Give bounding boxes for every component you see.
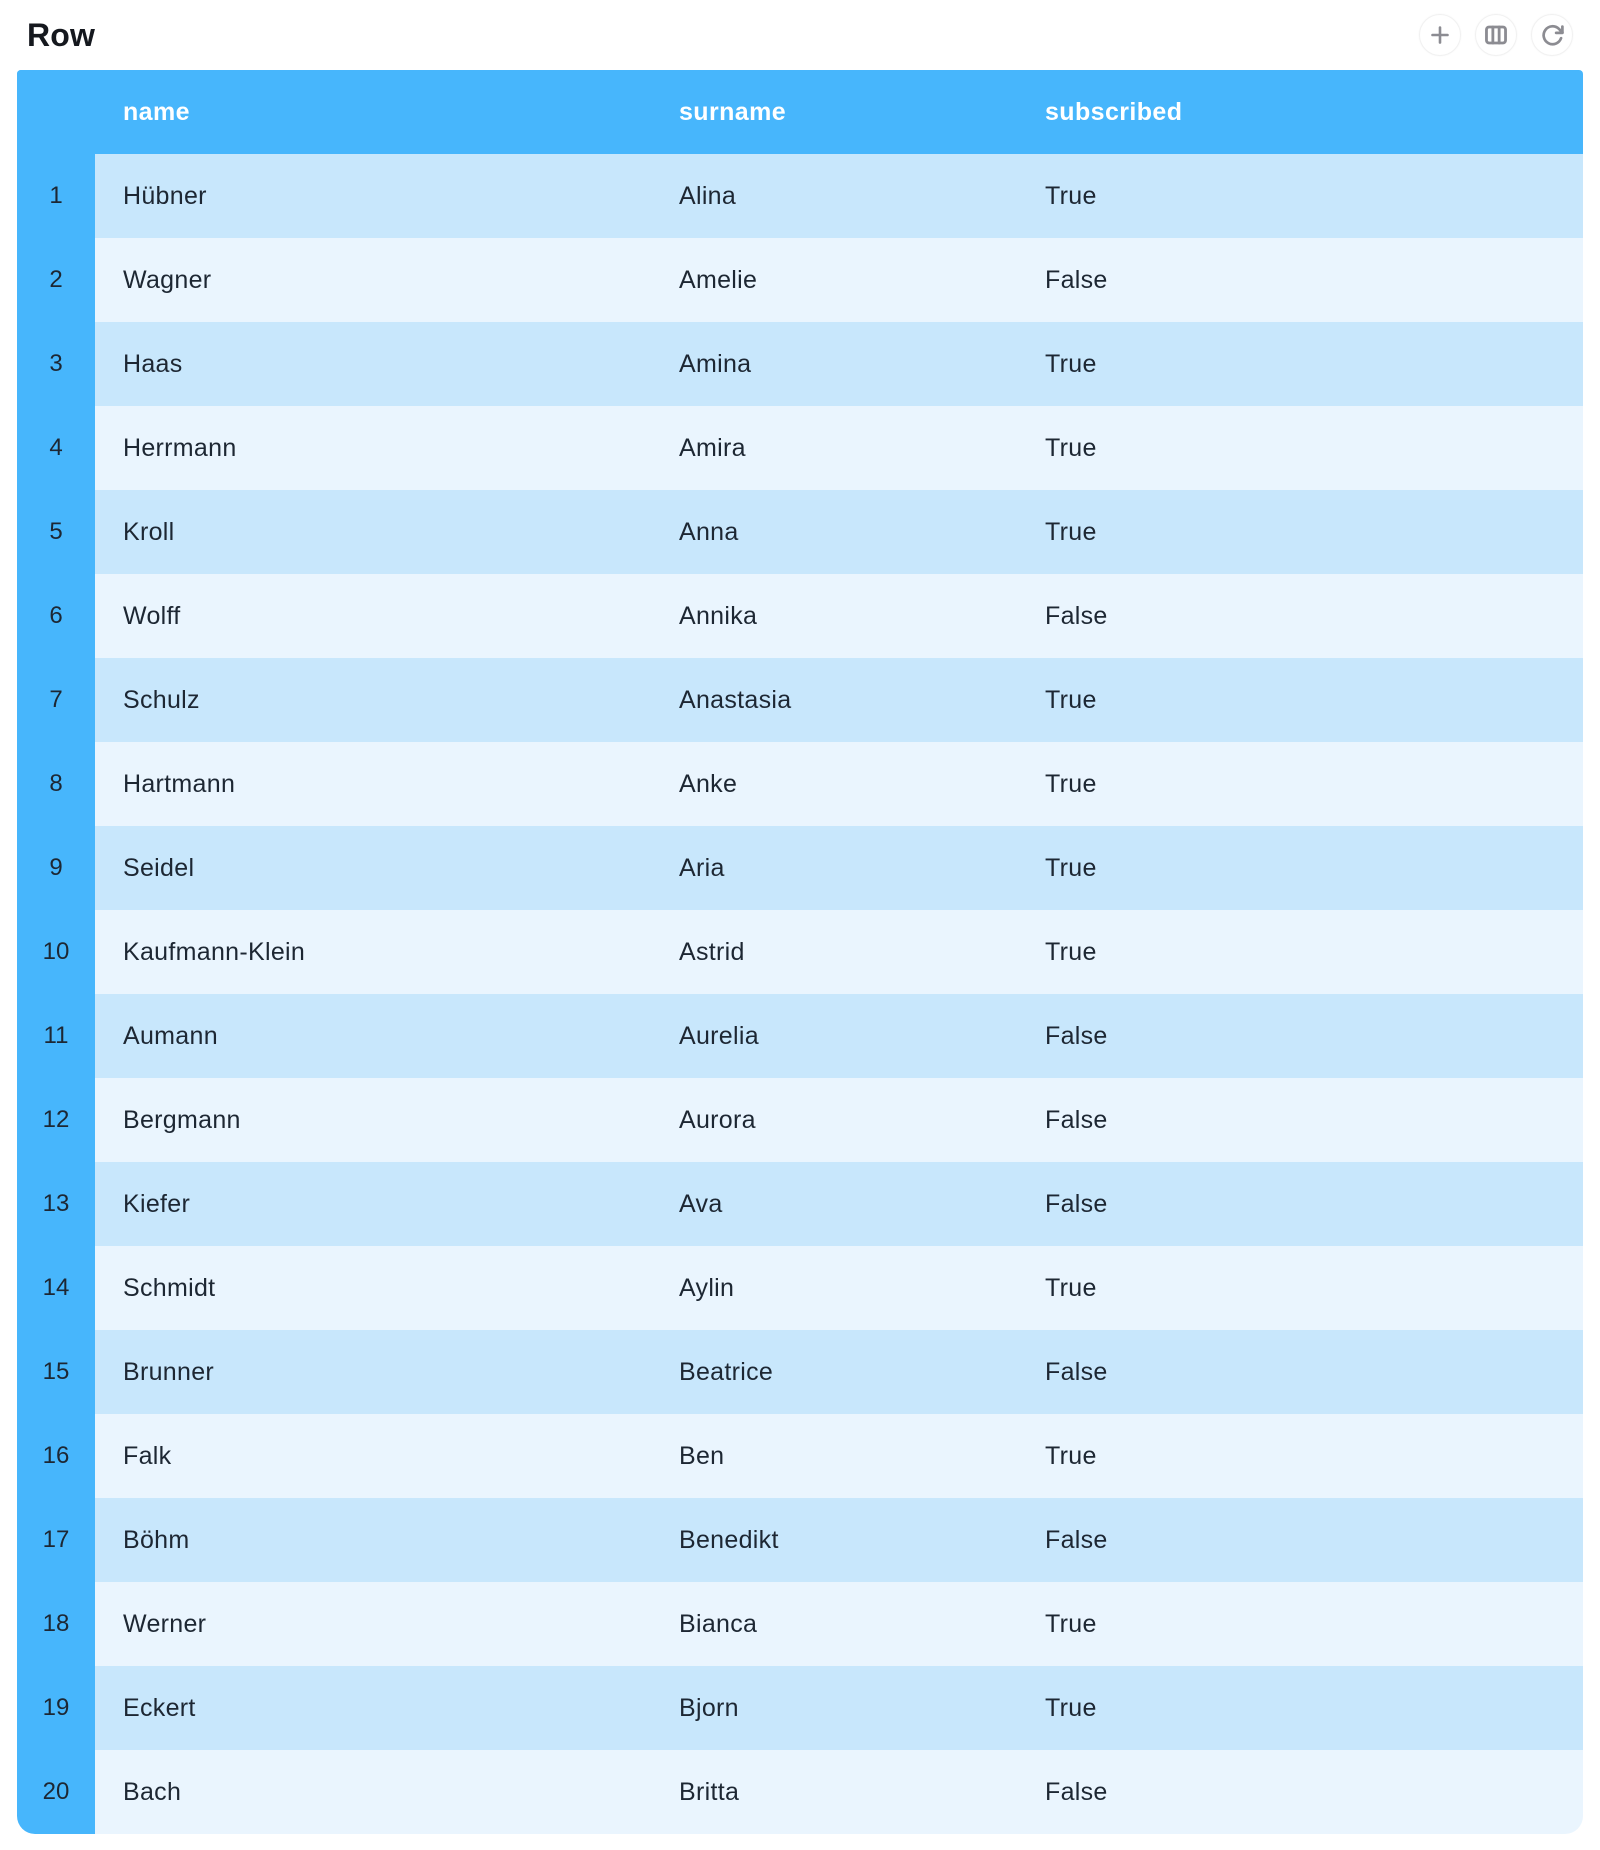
cell-surname: Aurora [651, 1078, 1017, 1162]
cell-surname: Aria [651, 826, 1017, 910]
cell-name: Wagner [95, 238, 651, 322]
cell-name: Falk [95, 1414, 651, 1498]
cell-name: Aumann [95, 994, 651, 1078]
cell-subscribed: True [1017, 490, 1583, 574]
row-number[interactable]: 7 [17, 658, 95, 742]
cell-surname: Amina [651, 322, 1017, 406]
table-row[interactable] [17, 1246, 1583, 1330]
table-row[interactable] [17, 574, 1583, 658]
cell-subscribed: True [1017, 406, 1583, 490]
table-row[interactable] [17, 658, 1583, 742]
cell-name: Herrmann [95, 406, 651, 490]
refresh-icon [1540, 23, 1565, 48]
page-title: Row [27, 16, 96, 53]
cell-subscribed: False [1017, 574, 1583, 658]
cell-subscribed: False [1017, 994, 1583, 1078]
row-number[interactable]: 9 [17, 826, 95, 910]
cell-subscribed: True [1017, 154, 1583, 238]
table-header-row [17, 70, 1583, 154]
cell-name: Seidel [95, 826, 651, 910]
cell-surname: Benedikt [651, 1498, 1017, 1582]
add-row-button[interactable] [1419, 14, 1461, 56]
cell-surname: Beatrice [651, 1330, 1017, 1414]
cell-subscribed: False [1017, 1498, 1583, 1582]
cell-surname: Anna [651, 490, 1017, 574]
column-settings-button[interactable] [1475, 14, 1517, 56]
cell-surname: Bjorn [651, 1666, 1017, 1750]
cell-subscribed: True [1017, 1666, 1583, 1750]
row-number[interactable]: 6 [17, 574, 95, 658]
row-number-header [17, 70, 95, 154]
cell-surname: Alina [651, 154, 1017, 238]
row-number[interactable]: 16 [17, 1414, 95, 1498]
cell-surname: Bianca [651, 1582, 1017, 1666]
row-number[interactable]: 12 [17, 1078, 95, 1162]
cell-surname: Amira [651, 406, 1017, 490]
cell-subscribed: True [1017, 910, 1583, 994]
row-number[interactable]: 13 [17, 1162, 95, 1246]
row-number[interactable]: 15 [17, 1330, 95, 1414]
table-row[interactable] [17, 154, 1583, 238]
row-number[interactable]: 10 [17, 910, 95, 994]
row-number[interactable]: 17 [17, 1498, 95, 1582]
cell-name: Wolff [95, 574, 651, 658]
cell-subscribed: True [1017, 1414, 1583, 1498]
cell-name: Schulz [95, 658, 651, 742]
cell-name: Bach [95, 1750, 651, 1834]
row-number[interactable]: 5 [17, 490, 95, 574]
cell-name: Hübner [95, 154, 651, 238]
row-number[interactable]: 11 [17, 994, 95, 1078]
cell-name: Hartmann [95, 742, 651, 826]
cell-name: Schmidt [95, 1246, 651, 1330]
cell-subscribed: True [1017, 826, 1583, 910]
column-header-surname[interactable]: surname [679, 97, 787, 126]
cell-subscribed: True [1017, 1582, 1583, 1666]
row-number[interactable]: 8 [17, 742, 95, 826]
cell-name: Bergmann [95, 1078, 651, 1162]
row-number[interactable]: 2 [17, 238, 95, 322]
cell-surname: Aylin [651, 1246, 1017, 1330]
table-row[interactable] [17, 1414, 1583, 1498]
row-number[interactable]: 14 [17, 1246, 95, 1330]
column-settings-icon [1483, 22, 1509, 48]
table-row[interactable] [17, 826, 1583, 910]
row-number[interactable]: 20 [17, 1750, 95, 1834]
cell-surname: Annika [651, 574, 1017, 658]
cell-surname: Amelie [651, 238, 1017, 322]
cell-subscribed: True [1017, 742, 1583, 826]
cell-name: Böhm [95, 1498, 651, 1582]
data-grid [17, 70, 1583, 1834]
cell-subscribed: True [1017, 322, 1583, 406]
table-row[interactable] [17, 1078, 1583, 1162]
table-body [17, 154, 1583, 1834]
refresh-button[interactable] [1531, 14, 1573, 56]
cell-name: Haas [95, 322, 651, 406]
table-row[interactable] [17, 238, 1583, 322]
row-number[interactable]: 3 [17, 322, 95, 406]
cell-subscribed: False [1017, 238, 1583, 322]
cell-subscribed: True [1017, 1246, 1583, 1330]
cell-surname: Britta [651, 1750, 1017, 1834]
table-row[interactable] [17, 406, 1583, 490]
cell-name: Kroll [95, 490, 651, 574]
cell-surname: Anastasia [651, 658, 1017, 742]
cell-name: Brunner [95, 1330, 651, 1414]
table-row[interactable] [17, 1330, 1583, 1414]
table-row[interactable] [17, 1666, 1583, 1750]
topbar [0, 0, 1600, 70]
cell-surname: Astrid [651, 910, 1017, 994]
cell-subscribed: False [1017, 1750, 1583, 1834]
table-row[interactable] [17, 742, 1583, 826]
column-header-subscribed[interactable]: subscribed [1045, 97, 1183, 126]
cell-surname: Anke [651, 742, 1017, 826]
row-number[interactable]: 19 [17, 1666, 95, 1750]
row-number[interactable]: 18 [17, 1582, 95, 1666]
table-row[interactable] [17, 1498, 1583, 1582]
cell-name: Kiefer [95, 1162, 651, 1246]
table-row[interactable] [17, 322, 1583, 406]
table-row[interactable] [17, 1582, 1583, 1666]
row-number[interactable]: 4 [17, 406, 95, 490]
table-row[interactable] [17, 910, 1583, 994]
cell-subscribed: False [1017, 1162, 1583, 1246]
column-header-name[interactable]: name [123, 97, 190, 126]
cell-name: Kaufmann-Klein [95, 910, 651, 994]
table-row[interactable] [17, 490, 1583, 574]
table-row[interactable] [17, 1162, 1583, 1246]
cell-surname: Aurelia [651, 994, 1017, 1078]
cell-subscribed: False [1017, 1330, 1583, 1414]
cell-subscribed: True [1017, 658, 1583, 742]
cell-subscribed: False [1017, 1078, 1583, 1162]
table-row[interactable] [17, 994, 1583, 1078]
cell-name: Eckert [95, 1666, 651, 1750]
row-number[interactable]: 1 [17, 154, 95, 238]
cell-name: Werner [95, 1582, 651, 1666]
toolbar [1419, 14, 1573, 56]
add-icon [1428, 23, 1452, 47]
cell-surname: Ben [651, 1414, 1017, 1498]
table-row[interactable] [17, 1750, 1583, 1834]
cell-surname: Ava [651, 1162, 1017, 1246]
